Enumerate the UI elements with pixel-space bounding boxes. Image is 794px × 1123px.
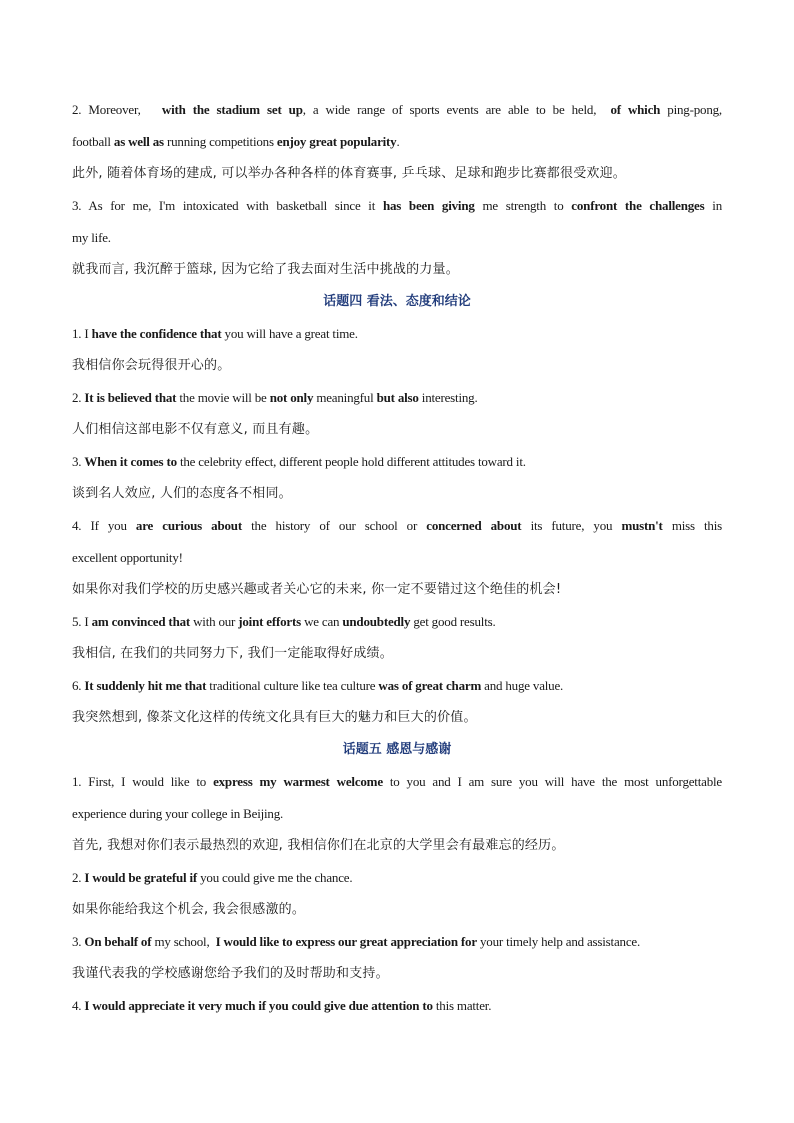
topic5-item-2: 2. I would be grateful if you could give me the chance. bbox=[72, 870, 353, 885]
topic4-item-4-line-1: 4. If you are curious about the history of our school or concerned about its future, you mustn't miss this bbox=[72, 518, 722, 533]
sentence-asforme-line-1: 3. As for me, I'm intoxicated with basketball since it has been giving me strength to confront the challenges in bbox=[72, 198, 722, 213]
topic4-item-6: 6. It suddenly hit me that traditional culture like tea culture was of great charm and huge value. bbox=[72, 678, 564, 693]
topic4-item-3: 3. When it comes to the celebrity effect, different people hold different attitudes toward it. bbox=[72, 454, 526, 469]
topic4-item-2: 2. It is believed that the movie will be not only meaningful but also interesting. bbox=[72, 390, 478, 405]
topic5-heading: 话题五 感恩与感谢 bbox=[342, 742, 452, 757]
topic5-item-4: 4. I would appreciate it very much if you could give due attention to this matter. bbox=[72, 998, 492, 1013]
topic4-item-4-translation: 如果你对我们学校的历史感兴趣或者关心它的未来, 你一定不要错过这个绝佳的机会! bbox=[72, 582, 562, 597]
topic5-item-1-translation: 首先, 我想对你们表示最热烈的欢迎, 我相信你们在北京的大学里会有最难忘的经历。 bbox=[72, 838, 565, 853]
topic4-item-3-translation: 谈到名人效应, 人们的态度各不相同。 bbox=[72, 486, 292, 501]
topic5-item-3-translation: 我谨代表我的学校感谢您给予我们的及时帮助和支持。 bbox=[72, 966, 389, 981]
topic4-item-5-translation: 我相信, 在我们的共同努力下, 我们一定能取得好成绩。 bbox=[72, 646, 393, 661]
topic5-item-1-line-1: 1. First, I would like to express my warmest welcome to you and I am sure you will have the most unforgettable bbox=[72, 774, 722, 789]
topic4-item-1: 1. I have the confidence that you will have a great time. bbox=[72, 326, 358, 341]
topic4-item-5: 5. I am convinced that with our joint efforts we can undoubtedly get good results. bbox=[72, 614, 496, 629]
topic5-item-1-line-2: experience during your college in Beijing. bbox=[72, 806, 284, 821]
sentence-asforme-line-2: my life. bbox=[72, 230, 111, 245]
topic4-item-4-line-2: excellent opportunity! bbox=[72, 550, 183, 565]
sentence-moreover-line-2: football as well as running competitions enjoy great popularity. bbox=[72, 134, 400, 149]
sentence-asforme-translation: 就我而言, 我沉醉于篮球, 因为它给了我去面对生活中挑战的力量。 bbox=[72, 262, 459, 277]
sentence-moreover-line-1: 2. Moreover, with the stadium set up, a wide range of sports events are able to be held, of which ping-pong, bbox=[72, 102, 722, 117]
topic4-item-2-translation: 人们相信这部电影不仅有意义, 而且有趣。 bbox=[72, 422, 319, 437]
topic4-heading: 话题四 看法、态度和结论 bbox=[323, 294, 471, 309]
topic4-item-6-translation: 我突然想到, 像茶文化这样的传统文化具有巨大的魅力和巨大的价值。 bbox=[72, 710, 477, 725]
sentence-moreover-translation: 此外, 随着体育场的建成, 可以举办各种各样的体育赛事, 乒乓球、足球和跑步比赛都很受欢迎。 bbox=[72, 166, 626, 181]
document-page bbox=[72, 98, 722, 1026]
topic5-item-2-translation: 如果你能给我这个机会, 我会很感激的。 bbox=[72, 902, 306, 917]
topic5-item-3: 3. On behalf of my school, I would like to express our great appreciation for your timely help and assistance. bbox=[72, 934, 641, 949]
topic4-item-1-translation: 我相信你会玩得很开心的。 bbox=[72, 358, 231, 373]
